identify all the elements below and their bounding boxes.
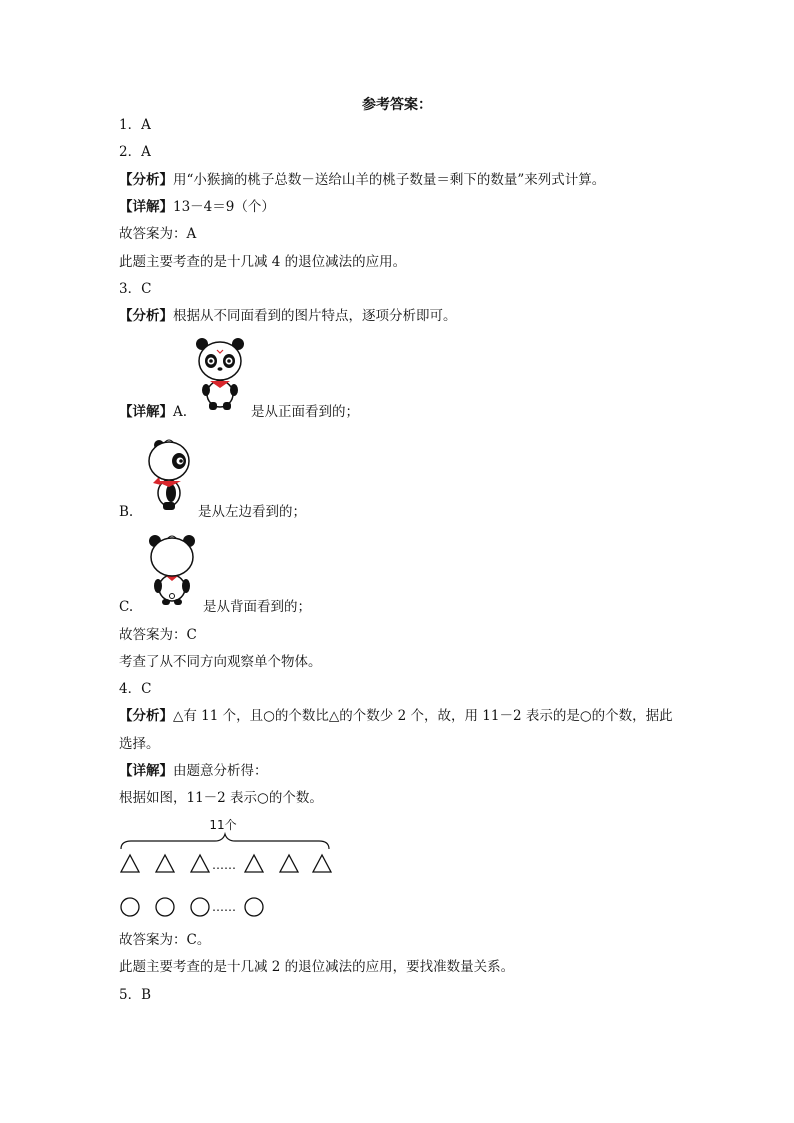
brace xyxy=(121,834,329,849)
q4-answer: 故答案为：C。 xyxy=(119,932,211,948)
triangles-ellipsis: …… xyxy=(212,858,236,872)
q3-note: 考查了从不同方向观察单个物体。 xyxy=(119,654,322,670)
detail-tag: 【详解】 xyxy=(119,404,173,420)
answer-5: 5．B xyxy=(119,987,152,1003)
q3-detail-a xyxy=(119,403,187,421)
q4-detail xyxy=(119,762,268,780)
triangle xyxy=(121,855,139,872)
page-title: 参考答案： xyxy=(362,97,432,113)
option-a-label: A. xyxy=(173,404,188,420)
detail-text: 13－4＝9（个） xyxy=(173,199,275,215)
q4-note: 此题主要考查的是十几减 2 的退位减法的应用，要找准数量关系。 xyxy=(119,959,515,975)
analysis-text: △有 11 个，且○的个数比△的个数少 2 个，故，用 11－2 表示的是○的个数，据此 xyxy=(173,708,673,724)
circle xyxy=(245,898,263,916)
analysis-tag: 【分析】 xyxy=(119,172,173,188)
circle xyxy=(191,898,209,916)
answer-3: 3．C xyxy=(119,281,152,297)
detail-text: 由题意分析得： xyxy=(173,763,268,779)
q2-answer: 故答案为：A xyxy=(119,226,197,242)
answer-1: 1．A xyxy=(119,117,151,133)
option-a-text: 是从正面看到的； xyxy=(251,404,359,420)
triangle xyxy=(156,855,174,872)
option-c-text: 是从背面看到的； xyxy=(203,599,311,615)
option-b-text: 是从左边看到的； xyxy=(198,504,306,520)
option-c-label: C. xyxy=(119,599,134,615)
triangle xyxy=(280,855,298,872)
circle xyxy=(121,898,139,916)
circles-ellipsis: …… xyxy=(212,900,236,914)
panda-side-image xyxy=(145,437,195,511)
circles-row xyxy=(121,898,263,916)
shapes-diagram xyxy=(119,815,349,925)
triangle xyxy=(191,855,209,872)
q3-analysis xyxy=(119,307,457,325)
option-b-label: B. xyxy=(119,504,134,520)
panda-front-image xyxy=(192,336,248,412)
circle xyxy=(156,898,174,916)
q2-detail xyxy=(119,198,275,216)
q2-note: 此题主要考查的是十几减 4 的退位减法的应用。 xyxy=(119,254,407,270)
triangle xyxy=(245,855,263,872)
detail-tag: 【详解】 xyxy=(119,763,173,779)
analysis-tag: 【分析】 xyxy=(119,308,173,324)
q4-analysis-cont: 选择。 xyxy=(119,736,160,752)
q4-figure-intro: 根据如图，11－2 表示○的个数。 xyxy=(119,790,323,806)
detail-tag: 【详解】 xyxy=(119,199,173,215)
answer-4: 4．C xyxy=(119,681,152,697)
analysis-text: 用“小猴摘的桃子总数－送给山羊的桃子数量＝剩下的数量”来列式计算。 xyxy=(173,172,606,188)
answer-2: 2．A xyxy=(119,144,151,160)
brace-label: 11个 xyxy=(209,818,237,832)
q2-analysis xyxy=(119,171,605,189)
analysis-tag: 【分析】 xyxy=(119,708,173,724)
panda-back-image xyxy=(146,532,198,606)
q3-answer: 故答案为：C xyxy=(119,627,197,643)
q4-analysis xyxy=(119,707,673,725)
analysis-text: 根据从不同面看到的图片特点，逐项分析即可。 xyxy=(173,308,457,324)
triangle xyxy=(313,855,331,872)
